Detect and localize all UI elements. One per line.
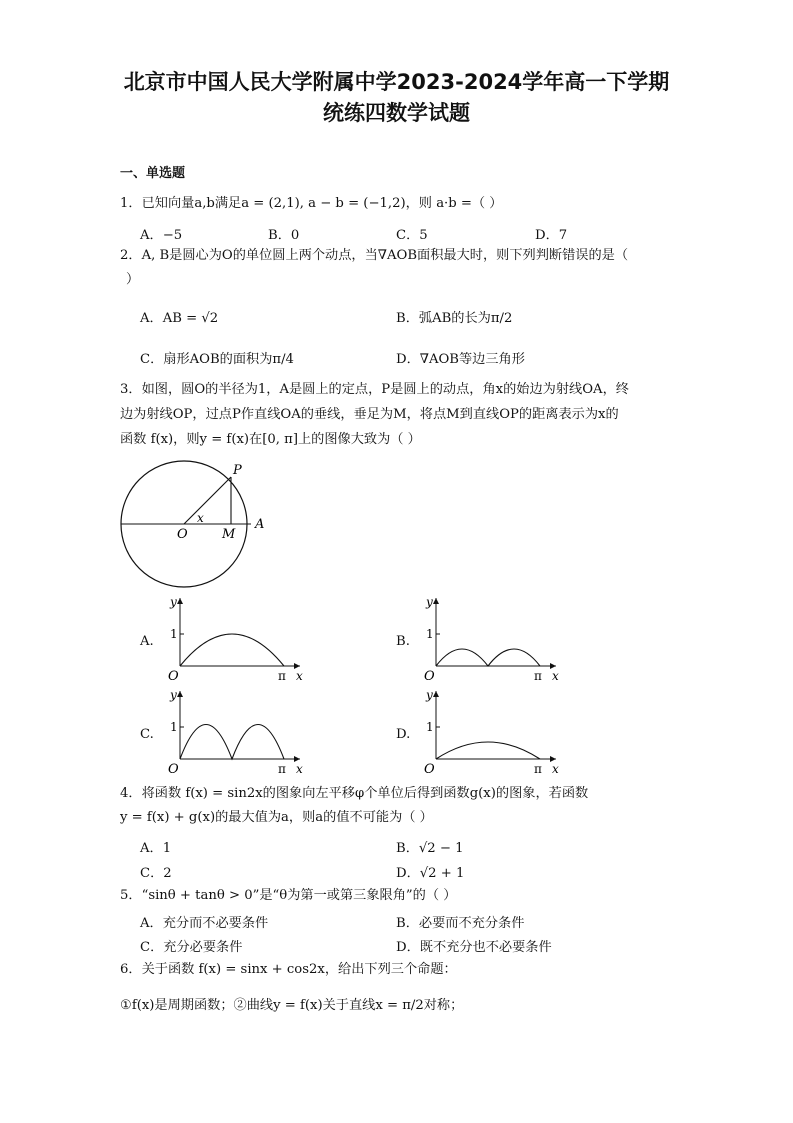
- q4-option-d: D．√2 + 1: [396, 866, 465, 881]
- label-x: x: [197, 511, 204, 525]
- svg-text:y: y: [170, 595, 177, 609]
- q1-option-c: C．5: [396, 228, 428, 243]
- svg-text:x: x: [552, 669, 559, 683]
- svg-text:O: O: [424, 669, 435, 684]
- q2-option-d: D．∇AOB等边三角形: [396, 352, 525, 367]
- section-heading: 一、单选题: [120, 166, 186, 181]
- question-4-stem-2: y = f(x) + g(x)的最大值为a，则a的值不可能为（ ）: [120, 810, 433, 825]
- svg-text:x: x: [296, 669, 303, 683]
- svg-text:1: 1: [170, 720, 178, 734]
- svg-text:y: y: [426, 595, 433, 609]
- q1-option-a: A．−5: [140, 228, 183, 243]
- graph-b-curve: [436, 649, 540, 666]
- page-subtitle: 统练四数学试题: [323, 101, 470, 125]
- graph-b: [416, 592, 566, 684]
- q3-option-a: A.: [140, 634, 154, 649]
- question-1-stem: 1．已知向量a,b满足a = (2,1), a − b = (−1,2)，则 a·b =（ ）: [120, 196, 503, 211]
- q3-option-d: D.: [396, 727, 411, 742]
- q2-option-b: B．弧AB的长为π/2: [396, 311, 513, 326]
- q1-option-d: D．7: [535, 228, 568, 243]
- q2-option-c: C．扇形AOB的面积为π/4: [140, 352, 294, 367]
- svg-text:x: x: [552, 762, 559, 776]
- svg-text:π: π: [534, 762, 542, 776]
- svg-text:1: 1: [426, 720, 434, 734]
- q3-option-c: C.: [140, 727, 154, 742]
- question-4-stem-1: 4．将函数 f(x) = sin2x的图象向左平移φ个单位后得到函数g(x)的图象，若函数: [120, 786, 589, 801]
- q4-option-b: B．√2 − 1: [396, 841, 464, 856]
- question-3-stem-2: 边为射线OP，过点P作直线OA的垂线，垂足为M，将点M到直线OP的距离表示为x的: [120, 407, 619, 422]
- question-3-stem-1: 3．如图，圆O的半径为1，A是圆上的定点，P是圆上的动点，角x的始边为射线OA，终: [120, 382, 629, 397]
- svg-text:π: π: [534, 669, 542, 683]
- graph-c: [160, 685, 310, 777]
- question-6-stem-2: ①f(x)是周期函数；②曲线y = f(x)关于直线x = π/2对称；: [120, 998, 464, 1013]
- graph-d: [416, 685, 566, 777]
- unit-circle-figure: [118, 458, 278, 608]
- label-a: A: [255, 517, 265, 532]
- question-5-stem: 5．“sinθ + tanθ > 0”是“θ为第一或第三象限角”的（ ）: [120, 888, 457, 903]
- label-p: P: [233, 463, 242, 478]
- q5-option-b: B．必要而不充分条件: [396, 916, 525, 931]
- svg-text:y: y: [426, 688, 433, 702]
- q5-option-c: C．充分必要条件: [140, 940, 243, 955]
- question-2-stem: 2．A, B是圆心为O的单位圆上两个动点，当∇AOB面积最大时，则下列判断错误的是（: [120, 248, 629, 263]
- svg-text:π: π: [278, 762, 286, 776]
- q4-option-a: A．1: [140, 841, 172, 856]
- svg-text:x: x: [296, 762, 303, 776]
- label-o: O: [177, 527, 188, 542]
- label-m: M: [222, 527, 236, 542]
- question-3-stem-3: 函数 f(x)，则y = f(x)在[0, π]上的图像大致为（ ）: [120, 432, 421, 447]
- svg-text:O: O: [424, 762, 435, 777]
- q5-option-a: A．充分而不必要条件: [140, 916, 269, 931]
- q2-option-a: A．AB = √2: [140, 311, 219, 326]
- q5-option-d: D．既不充分也不必要条件: [396, 940, 552, 955]
- graph-d-curve: [436, 742, 540, 759]
- q1-option-b: B．0: [268, 228, 300, 243]
- ray-op: [184, 477, 231, 524]
- page-title: 北京市中国人民大学附属中学2023-2024学年高一下学期: [123, 70, 670, 94]
- question-2-stem-cont: ）: [126, 272, 140, 287]
- graph-c-curve: [180, 725, 284, 760]
- svg-text:O: O: [168, 762, 179, 777]
- q3-option-b: B.: [396, 634, 410, 649]
- svg-text:y: y: [170, 688, 177, 702]
- q4-option-c: C．2: [140, 866, 172, 881]
- question-6-stem-1: 6．关于函数 f(x) = sinx + cos2x，给出下列三个命题：: [120, 962, 457, 977]
- svg-text:1: 1: [170, 627, 178, 641]
- svg-text:1: 1: [426, 627, 434, 641]
- svg-text:O: O: [168, 669, 179, 684]
- svg-text:π: π: [278, 669, 286, 683]
- graph-a-curve: [180, 634, 284, 666]
- graph-a: [160, 592, 310, 684]
